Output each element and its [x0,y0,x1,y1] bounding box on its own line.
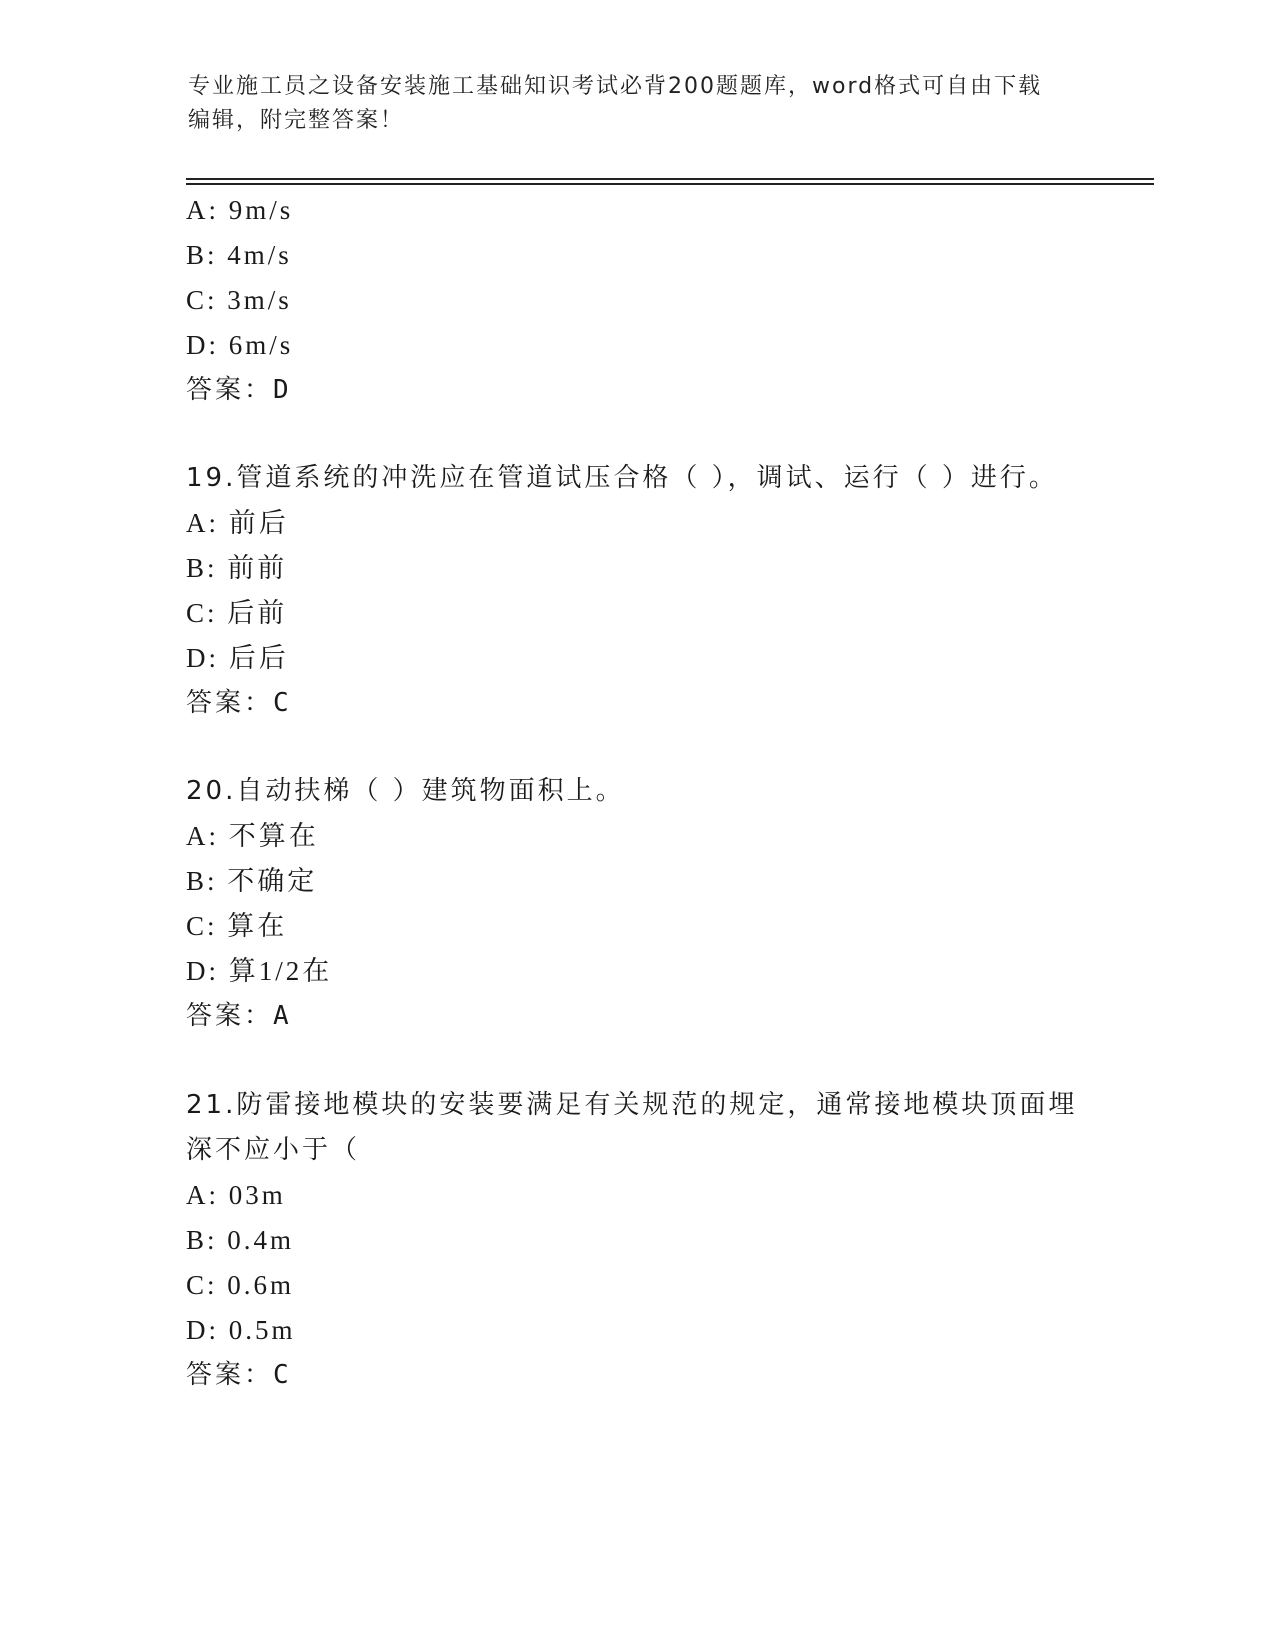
answer-value: A [273,1001,292,1031]
option-c: C: 3m/s [186,285,292,315]
option-b: B: 不确定 [186,866,318,896]
header-line-2: 编辑，附完整答案！ [188,108,405,133]
header-divider-bottom [186,183,1154,185]
option-b: B: 4m/s [186,240,292,270]
header-line-1: 专业施工员之设备安装施工基础知识考试必背200题题库，word格式可自由下载 [188,74,1043,99]
answer-label: 答案： [186,1001,274,1031]
option-b: B: 前前 [186,553,288,583]
answer-line [186,999,292,1033]
option-b: B: 0.4m [186,1225,295,1255]
option-c: C: 0.6m [186,1270,295,1300]
answer-value: C [273,1360,292,1390]
option-d: D: 后后 [186,643,289,673]
option-d: D: 6m/s [186,330,294,360]
option-a: A: 03m [186,1180,286,1210]
answer-label: 答案： [186,1360,274,1390]
question-21-line-2: 深不应小于（ [186,1135,361,1165]
option-a: A: 9m/s [186,195,294,225]
option-c: C: 后前 [186,598,288,628]
option-c: C: 算在 [186,911,288,941]
answer-value: D [273,375,292,405]
question-19: 19.管道系统的冲洗应在管道试压合格（ ），调试、运行（ ）进行。 [186,463,1058,493]
question-20: 20.自动扶梯（ ）建筑物面积上。 [186,776,625,806]
answer-line [186,373,292,407]
option-a: A: 前后 [186,508,289,538]
option-d: D: 0.5m [186,1315,296,1345]
answer-label: 答案： [186,375,274,405]
answer-line [186,686,292,720]
option-d: D: 算1/2在 [186,956,333,986]
header-divider-top [186,178,1154,180]
answer-line [186,1358,292,1392]
question-21-line-1: 21.防雷接地模块的安装要满足有关规范的规定，通常接地模块顶面埋 [186,1090,1078,1120]
document-header [188,70,1088,138]
option-a: A: 不算在 [186,821,319,851]
answer-label: 答案： [186,688,274,718]
answer-value: C [273,688,292,718]
